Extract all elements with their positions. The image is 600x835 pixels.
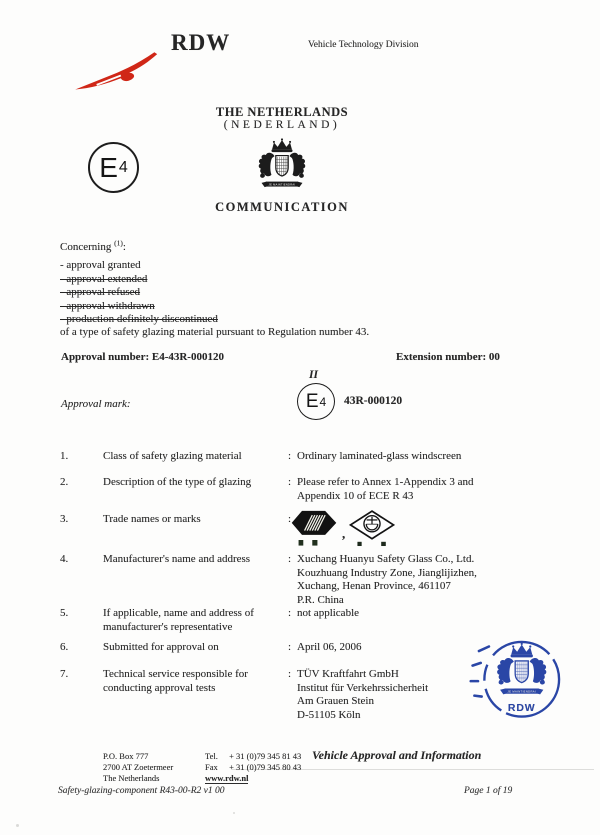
item-value-line: D-51105 Köln xyxy=(297,708,361,721)
item-value-line: Kouzhuang Industry Zone, Jianglijizhen, xyxy=(297,566,477,579)
item-value-line: not applicable xyxy=(297,607,360,619)
item-number: 5. xyxy=(60,607,69,619)
concerning-label: Concerning xyxy=(60,241,112,253)
item-colon: : xyxy=(288,607,292,619)
item-label-line: Description of the type of glazing xyxy=(103,476,252,488)
trademark-caption-glyph xyxy=(312,540,317,546)
item-number: 7. xyxy=(60,668,69,680)
footer-contact-value: + 31 (0)79 345 80 43 xyxy=(229,762,302,772)
approval-mark-circle xyxy=(297,383,335,420)
communication-title: COMMUNICATION xyxy=(215,200,349,214)
extension-number: Extension number: 00 xyxy=(396,351,500,363)
division-text: Vehicle Technology Division xyxy=(308,40,419,50)
footer-website-link: www.rdw.nl xyxy=(205,773,249,783)
trademark-caption-glyph xyxy=(357,542,361,546)
item-colon: : xyxy=(288,450,292,462)
approval-mark-label: Approval mark: xyxy=(61,398,131,410)
item-number: 4. xyxy=(60,553,69,565)
footer-contact-value: + 31 (0)79 345 81 43 xyxy=(229,751,302,761)
item-colon: : xyxy=(288,668,292,680)
footer-address-line: The Netherlands xyxy=(103,773,160,783)
roman-numeral: II xyxy=(309,369,318,381)
item-value-line: Xuchang Huanyu Safety Glass Co., Ltd. xyxy=(297,553,475,565)
scan-speck xyxy=(16,824,19,827)
item-label-line: Class of safety glazing material xyxy=(103,450,242,462)
country-title: THE NETHERLANDS xyxy=(215,105,349,119)
item-label-line: manufacturer's representative xyxy=(103,620,233,633)
item-number: 3. xyxy=(60,513,69,525)
approval-option: - approval granted xyxy=(60,259,141,271)
item-colon: : xyxy=(288,641,292,653)
item-label-line: Submitted for approval on xyxy=(103,641,219,653)
e-mark-digit: 4 xyxy=(118,158,128,176)
footer-contact-label: Fax xyxy=(205,762,218,772)
country-subtitle: (NEDERLAND) xyxy=(223,119,341,131)
approval-option: - approval withdrawn xyxy=(60,299,155,312)
item-value-line: Please refer to Annex 1-Appendix 3 and xyxy=(297,476,474,488)
item-label-line: Trade names or marks xyxy=(103,513,201,525)
approval-mark-code: 43R-000120 xyxy=(344,395,403,407)
item-label-line: conducting approval tests xyxy=(103,681,216,694)
approval-option: - production definitely discontinued xyxy=(60,313,218,326)
item-label-line: If applicable, name and address of xyxy=(103,607,254,619)
rdw-stamp-icon xyxy=(468,636,570,728)
dutch-coat-of-arms-icon xyxy=(251,137,313,189)
item-number: 2. xyxy=(60,476,69,488)
page-number: Page 1 of 19 xyxy=(464,786,513,796)
e-mark-letter: E xyxy=(305,391,319,412)
item-value-line: TÜV Kraftfahrt GmbH xyxy=(297,668,399,680)
approval-option: - approval extended xyxy=(60,272,148,285)
rdw-logo-icon xyxy=(72,42,166,96)
e-mark-digit: 4 xyxy=(319,394,327,409)
item-colon: : xyxy=(288,553,292,565)
trademark-caption-glyph xyxy=(299,540,304,546)
item-colon: : xyxy=(288,476,292,488)
item-value-line: P.R. China xyxy=(297,593,344,606)
item-value-line: Institut für Verkehrssicherheit xyxy=(297,681,429,694)
item-number: 6. xyxy=(60,641,69,653)
footnote-marker: (1) xyxy=(114,238,123,248)
trademark-caption-glyph xyxy=(381,542,386,546)
approval-option: - approval refused xyxy=(60,286,141,299)
e4-country-mark xyxy=(88,142,139,193)
item-value-line: Am Grauen Stein xyxy=(297,695,374,707)
footer-contact xyxy=(205,751,301,784)
footer-address xyxy=(103,751,173,784)
item-value-line: Xuchang, Henan Province, 461107 xyxy=(297,580,451,592)
item-number: 1. xyxy=(60,450,69,462)
item-value-line: April 06, 2006 xyxy=(297,641,362,653)
approval-options xyxy=(60,259,218,327)
footer-address-line: P.O. Box 777 xyxy=(103,751,149,761)
concerning-colon: : xyxy=(122,241,126,253)
concerning-line xyxy=(60,238,126,254)
footer-tagline: Vehicle Approval and Information xyxy=(312,748,482,762)
subject-line: of a type of safety glazing material pursuant to Regulation number 43. xyxy=(60,326,370,338)
comma-separator: , xyxy=(342,526,346,541)
e-mark-letter: E xyxy=(99,151,118,183)
item-label-line: Technical service responsible for xyxy=(103,668,248,680)
item-label-line: Manufacturer's name and address xyxy=(103,553,251,565)
item-colon: : xyxy=(288,513,292,525)
footer-address-line: 2700 AT Zoetermeer xyxy=(103,762,174,772)
trademark-hexagon-icon xyxy=(290,507,338,549)
brand-text: RDW xyxy=(171,30,231,55)
trademark-diamond-icon xyxy=(349,508,395,548)
approval-number: Approval number: E4-43R-000120 xyxy=(61,351,224,363)
scan-speck xyxy=(233,812,235,814)
item-value-line: Ordinary laminated-glass windscreen xyxy=(297,450,462,462)
item-value-line: Appendix 10 of ECE R 43 xyxy=(297,489,414,502)
doc-reference: Safety-glazing-component R43-00-R2 v1 00 xyxy=(58,786,225,796)
footer-contact-label: Tel. xyxy=(205,751,218,761)
stamp-label: RDW xyxy=(507,703,536,715)
